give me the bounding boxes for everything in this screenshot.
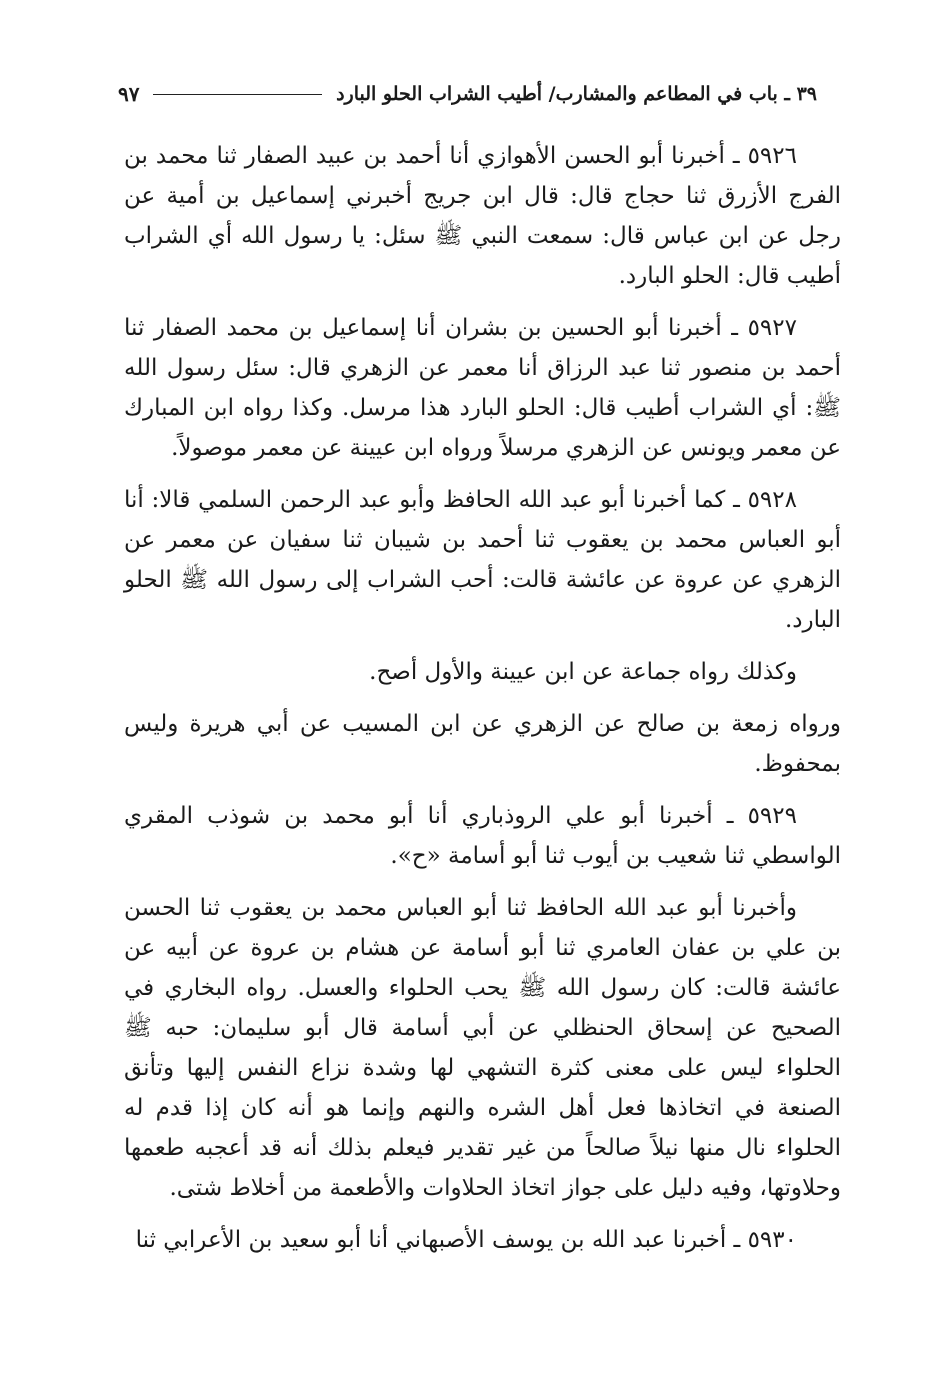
commentary-paragraph: ورواه زمعة بن صالح عن الزهري عن ابن المسيب عن أبي هريرة وليس بمحفوظ. [124,711,841,777]
commentary-paragraph: وكذلك رواه جماعة عن ابن عيينة والأول أصح. [369,659,797,685]
running-header [118,78,817,110]
hadith-5928: ٥٩٢٨ ـ كما أخبرنا أبو عبد الله الحافظ وأبو عبد الرحمن السلمي قالا: أنا أبو العباس محمد بن يعقوب ثنا أحمد بن شيبان ثنا سفيان عن معمر عن الزهري عن عروة عن عائشة قالت: أحب الشراب إلى رسول الله ﷺ الحلو البارد. [124,487,841,633]
page-number: ٩٧ [118,82,140,106]
body-text [124,136,841,1272]
commentary-paragraph: وأخبرنا أبو عبد الله الحافظ ثنا أبو العباس محمد بن يعقوب ثنا الحسن بن علي بن عفان العامري ثنا أبو أسامة عن هشام بن عروة عن أبيه عن عائشة قالت: كان رسول الله ﷺ يحب الحلواء والعسل. رواه البخاري في الصحيح عن إسحاق الحنظلي عن أبي أسامة قال أبو سليمان: حبه ﷺ الحلواء ليس على معنى كثرة التشهي لها وشدة نزاع النفس إليها وتأنق الصنعة في اتخاذها فعل أهل الشره والنهم وإنما هو أنه كان إذا قدم له الحلواء نال منها نيلاً صالحاً من غير تقدير فيعلم بذلك أنه قد أعجبه طعمها وحلاوتها، وفيه دليل على جواز اتخاذ الحلاوات والأطعمة من أخلاط شتى. [124,895,841,1201]
chapter-title: ٣٩ ـ باب في المطاعم والمشارب/ أطيب الشراب الحلو البارد [336,83,817,105]
hadith-5929: ٥٩٢٩ ـ أخبرنا أبو علي الروذباري أنا أبو محمد بن شوذب المقري الواسطي ثنا شعيب بن أيوب ثنا أبو أسامة «ح». [124,803,841,869]
header-rule [153,94,322,95]
hadith-5930: ٥٩٣٠ ـ أخبرنا عبد الله بن يوسف الأصبهاني أنا أبو سعيد بن الأعرابي ثنا [135,1227,797,1253]
hadith-5927: ٥٩٢٧ ـ أخبرنا أبو الحسين بن بشران أنا إسماعيل بن محمد الصفار ثنا أحمد بن منصور ثنا عبد الرزاق أنا معمر عن الزهري قال: سئل رسول الله ﷺ: أي الشراب أطيب قال: الحلو البارد هذا مرسل. وكذا رواه ابن المبارك عن معمر ويونس عن الزهري مرسلاً ورواه ابن عيينة عن معمر موصولاً. [124,315,841,461]
hadith-5926: ٥٩٢٦ ـ أخبرنا أبو الحسن الأهوازي أنا أحمد بن عبيد الصفار ثنا محمد بن الفرج الأزرق ثنا حجاج قال: قال ابن جريج أخبرني إسماعيل بن أمية عن رجل عن ابن عباس قال: سمعت النبي ﷺ سئل: يا رسول الله أي الشراب أطيب قال: الحلو البارد. [124,143,841,289]
